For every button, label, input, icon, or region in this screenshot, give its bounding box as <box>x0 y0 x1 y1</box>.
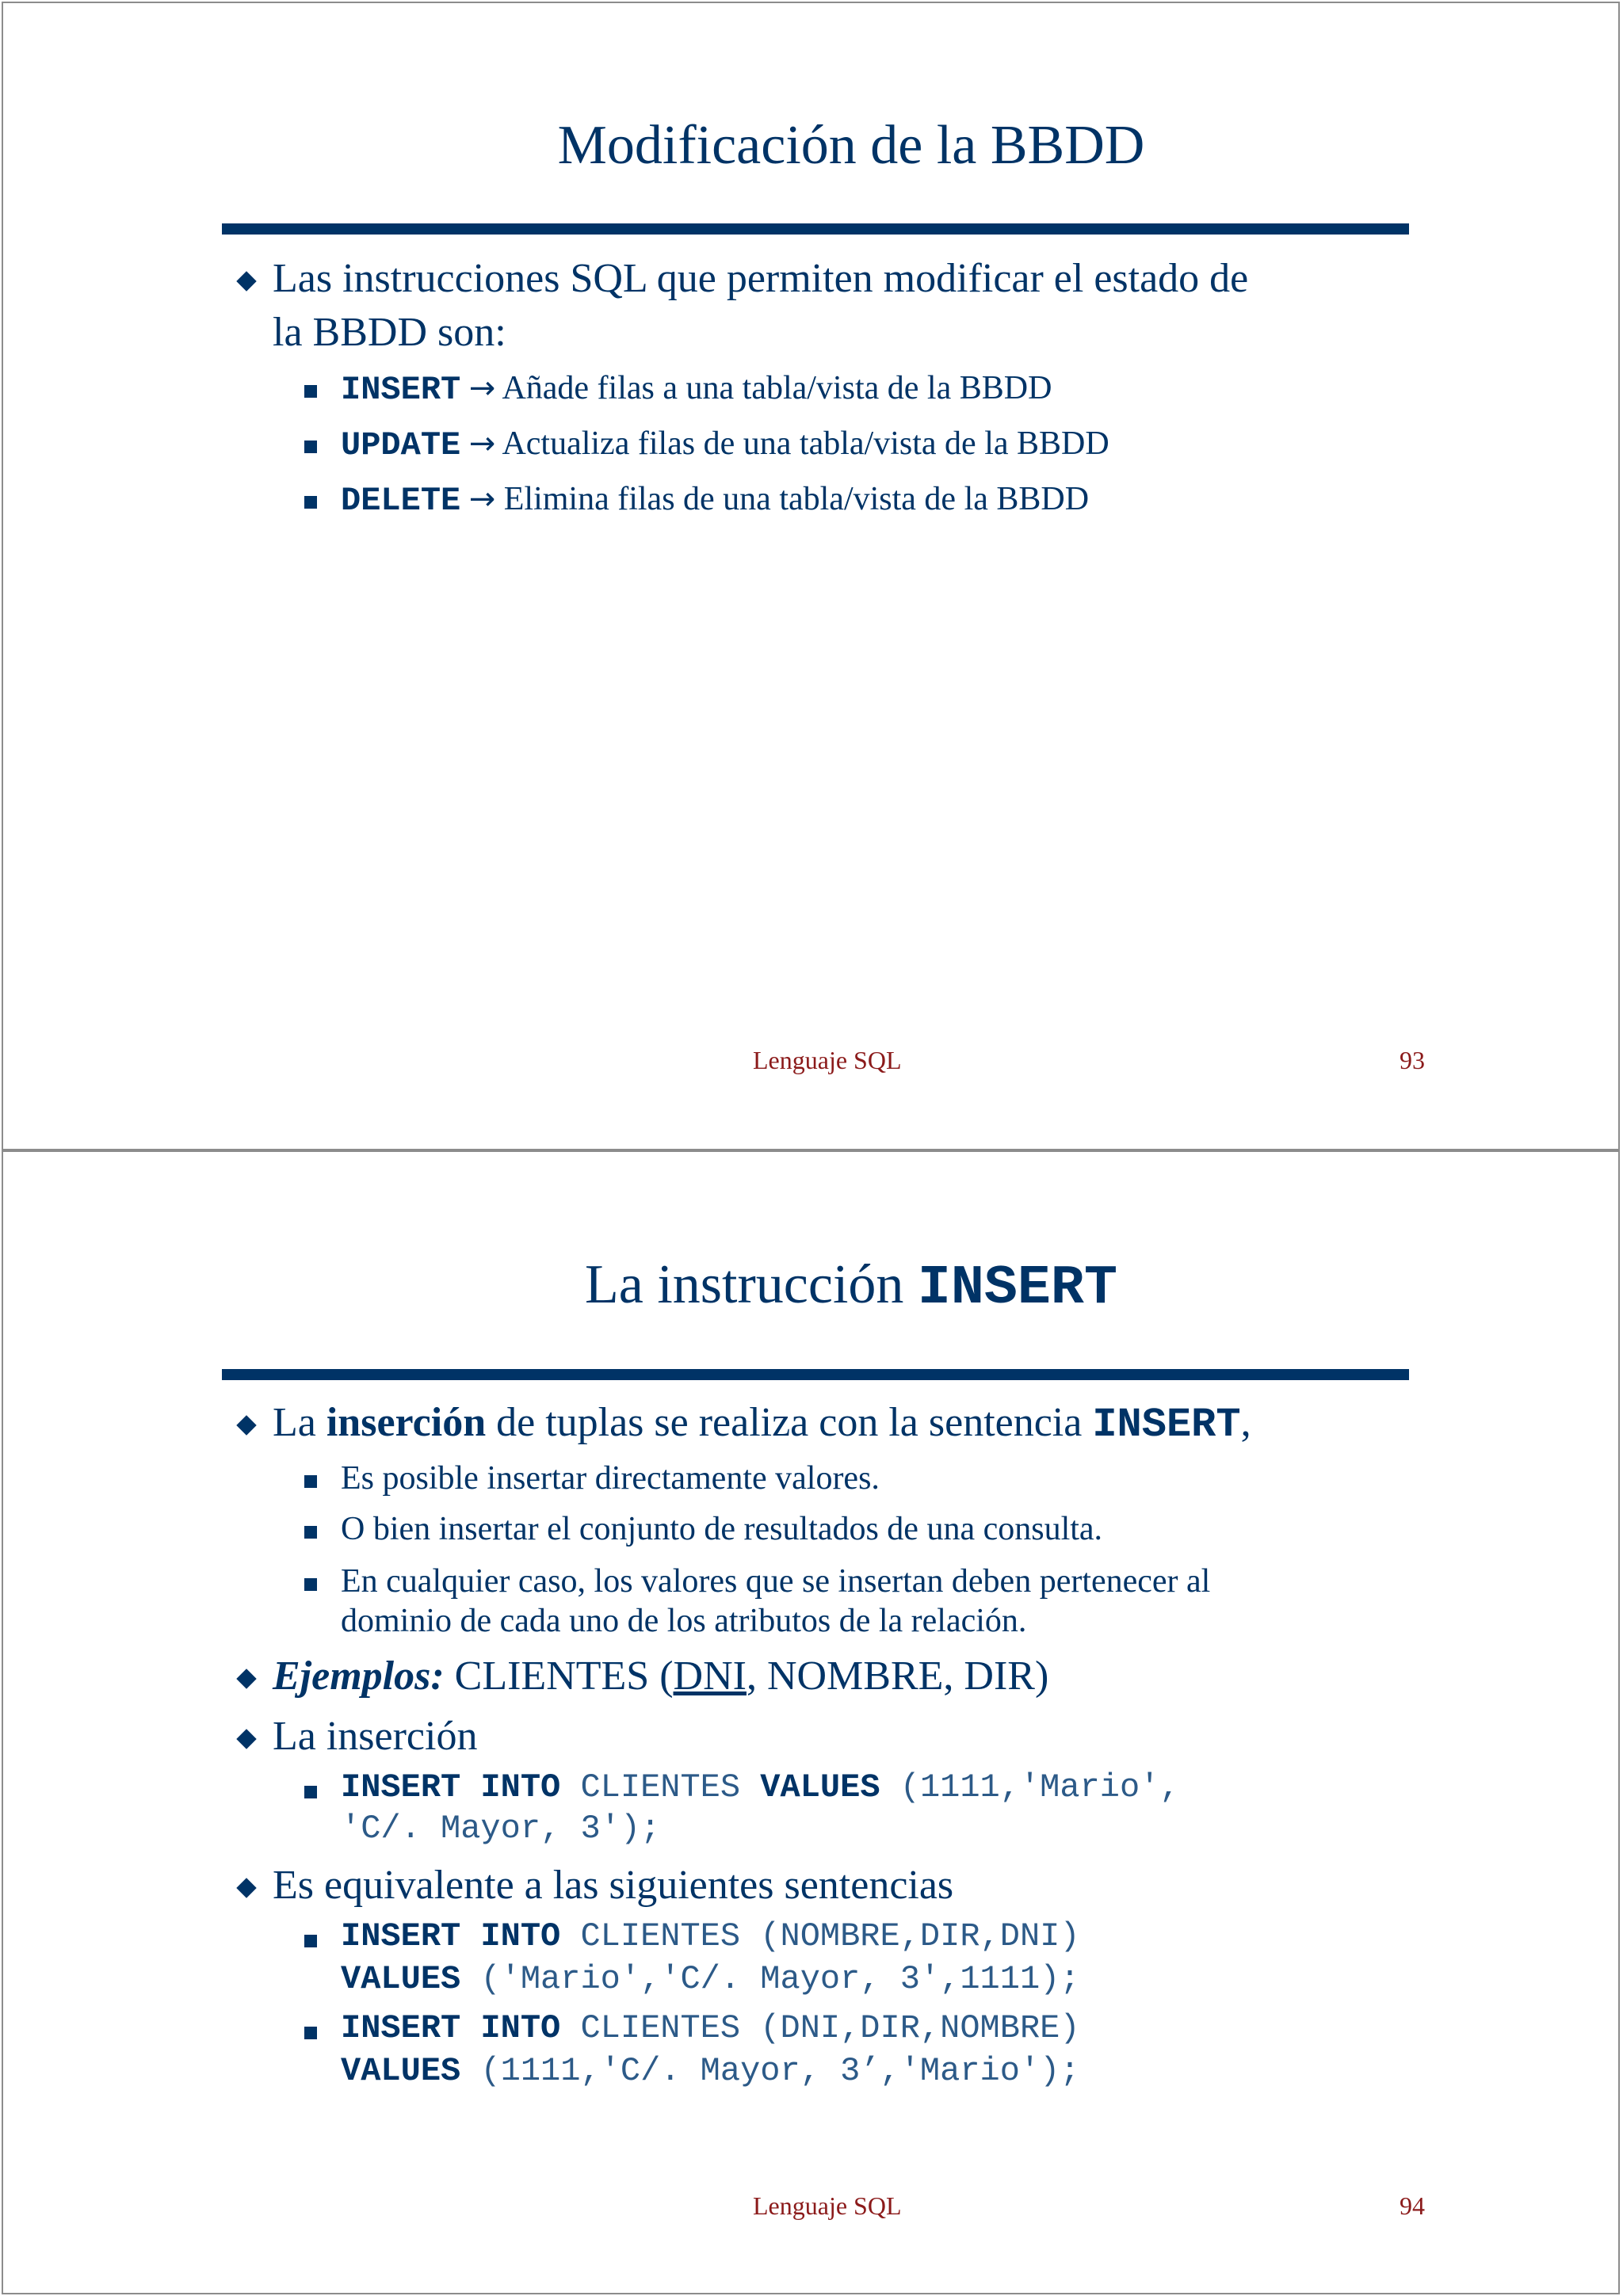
title-text: La instrucción <box>585 1254 904 1315</box>
bullet-text <box>273 1653 1048 1699</box>
square-bullet-icon <box>304 1526 317 1539</box>
diamond-bullet-icon <box>236 1729 256 1749</box>
square-bullet-icon <box>304 496 317 509</box>
code-text: (1111,'Mario', <box>880 1768 1180 1806</box>
code-line: 'C/. Mayor, 3'); <box>341 1810 661 1848</box>
text-span: , <box>1240 1400 1251 1445</box>
square-bullet-icon <box>304 2027 317 2039</box>
slide-title <box>3 1253 1623 1320</box>
text-span: CLIENTES ( <box>454 1653 674 1699</box>
square-bullet-icon <box>304 1475 317 1488</box>
code-text: CLIENTES <box>560 1768 761 1806</box>
code-line <box>341 2009 1080 2047</box>
bullet-text: Las instrucciones SQL que permiten modificar el estado de <box>273 256 1249 301</box>
arrow-right-icon: → <box>468 481 496 517</box>
sql-keyword: INSERT INTO <box>341 1768 561 1806</box>
bullet-text: Es equivalente a las siguientes sentencias <box>273 1863 954 1908</box>
code-text: CLIENTES (DNI,DIR,NOMBRE) <box>560 2009 1080 2047</box>
square-bullet-icon <box>304 385 317 398</box>
sql-keyword: VALUES <box>341 1960 461 1998</box>
sql-keyword: DELETE <box>341 482 461 520</box>
slide-94 <box>2 1150 1620 2294</box>
text-span: , NOMBRE, DIR) <box>746 1653 1049 1699</box>
text-span: La <box>273 1400 316 1445</box>
arrow-right-icon: → <box>468 425 496 462</box>
sub-item: dominio de cada uno de los atributos de la relación. <box>341 1603 1027 1639</box>
code-text: CLIENTES (NOMBRE,DIR,DNI) <box>560 1917 1080 1955</box>
diamond-bullet-icon <box>236 271 256 291</box>
sub-item: O bien insertar el conjunto de resultados de una consulta. <box>341 1511 1103 1547</box>
list-item-update <box>341 425 1109 464</box>
sql-keyword: VALUES <box>341 2052 461 2090</box>
item-text: Elimina filas de una tabla/vista de la BBDD <box>503 481 1090 517</box>
sql-keyword: INSERT <box>341 371 461 409</box>
primary-key: DNI <box>673 1653 747 1699</box>
sub-item: En cualquier caso, los valores que se insertan deben pertenecer al <box>341 1563 1211 1600</box>
bold-term: inserción <box>326 1400 487 1445</box>
code-text: (1111,'C/. Mayor, 3’,'Mario'); <box>460 2052 1080 2090</box>
title-rule <box>222 1369 1409 1380</box>
item-text: Añade filas a una tabla/vista de la BBDD <box>502 370 1052 406</box>
slide-93 <box>2 2 1620 1150</box>
footer-label: Lenguaje SQL <box>753 1046 902 1074</box>
diamond-bullet-icon <box>236 1669 256 1688</box>
code-line <box>341 1917 1080 1955</box>
code-text: ('Mario','C/. Mayor, 3',1111); <box>460 1960 1080 1998</box>
title-rule <box>222 223 1409 235</box>
page-number: 94 <box>1400 2191 1425 2220</box>
footer-label: Lenguaje SQL <box>753 2191 902 2220</box>
sub-item: Es posible insertar directamente valores. <box>341 1460 880 1497</box>
square-bullet-icon <box>304 1578 317 1591</box>
diamond-bullet-icon <box>236 1878 256 1897</box>
bullet-text: La inserción <box>273 1714 478 1759</box>
item-text: Actualiza filas de una tabla/vista de la BBDD <box>502 425 1109 462</box>
diamond-bullet-icon <box>236 1415 256 1435</box>
bullet-text: la BBDD son: <box>273 310 506 355</box>
sql-keyword: INSERT <box>1092 1402 1241 1448</box>
code-line <box>341 1960 1080 1998</box>
code-line <box>341 2052 1080 2090</box>
code-line <box>341 1768 1180 1806</box>
bullet-text <box>273 1399 1251 1448</box>
sql-keyword: VALUES <box>760 1768 880 1806</box>
sql-keyword: INSERT INTO <box>341 2009 561 2047</box>
text-span: de tuplas se realiza con la sentencia <box>496 1400 1083 1445</box>
slide-title: Modificación de la BBDD <box>557 115 1145 176</box>
bold-italic-term: Ejemplos: <box>273 1653 445 1699</box>
square-bullet-icon <box>304 441 317 453</box>
square-bullet-icon <box>304 1935 317 1947</box>
list-item-insert <box>341 369 1052 409</box>
square-bullet-icon <box>304 1786 317 1798</box>
sql-keyword: UPDATE <box>341 426 461 464</box>
arrow-right-icon: → <box>468 370 496 406</box>
page-number: 93 <box>1400 1046 1425 1074</box>
sql-keyword: INSERT INTO <box>341 1917 561 1955</box>
list-item-delete <box>341 480 1089 520</box>
title-keyword: INSERT <box>917 1257 1117 1320</box>
